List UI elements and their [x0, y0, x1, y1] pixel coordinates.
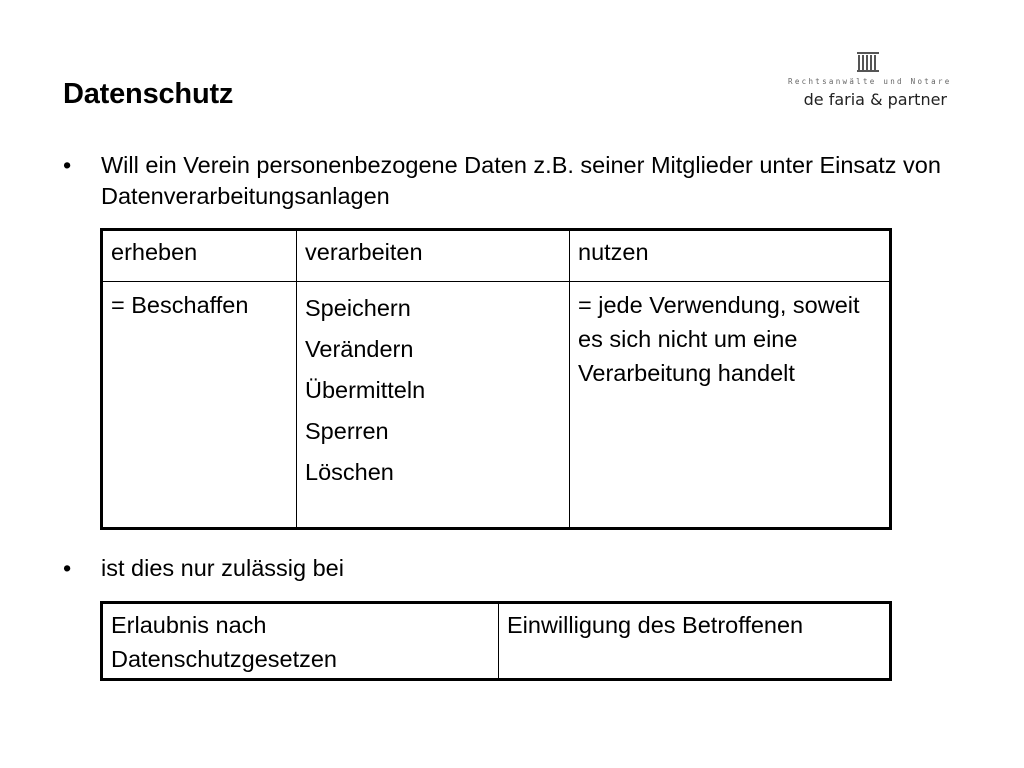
processing-table	[100, 228, 892, 530]
cell-erlaubnis: Erlaubnis nach Datenschutzgesetzen	[102, 603, 499, 680]
firm-logo	[780, 50, 955, 120]
list-item: Übermitteln	[305, 377, 426, 403]
header-cell-verarbeiten: verarbeiten	[297, 230, 570, 282]
logo-building-icon	[857, 52, 879, 72]
header-cell-erheben: erheben	[102, 230, 297, 282]
table-header-row	[102, 230, 891, 282]
bullet-text: ist dies nur zulässig bei	[101, 555, 344, 581]
bullet-marker: •	[63, 152, 72, 178]
table-row	[102, 603, 891, 680]
header-cell-nutzen: nutzen	[570, 230, 891, 282]
logo-subtitle: Rechtsanwälte und Notare	[788, 77, 952, 86]
cell-einwilligung: Einwilligung des Betroffenen	[499, 603, 891, 680]
list-item: Sperren	[305, 418, 389, 444]
cell-beschaffen: = Beschaffen	[102, 282, 297, 529]
slide-title: Datenschutz	[63, 78, 234, 110]
list-item: Löschen	[305, 459, 394, 485]
logo-firm-name: de faria & partner	[803, 90, 947, 109]
cell-verwendung-text: = jede Verwendung, soweit es sich nicht um eine Verarbeitung handelt	[578, 292, 860, 386]
list-item: Verändern	[305, 336, 414, 362]
legal-basis-table	[100, 601, 892, 681]
cell-verwendung	[570, 282, 891, 529]
bullet-marker: •	[63, 555, 72, 581]
list-item: Speichern	[305, 295, 411, 321]
table-row	[102, 282, 891, 529]
bullet-text: Will ein Verein personenbezogene Daten z.B. seiner Mitglieder unter Einsatz von Datenverarbeitungsanlagen	[101, 152, 941, 209]
cell-processing-steps	[297, 282, 570, 529]
